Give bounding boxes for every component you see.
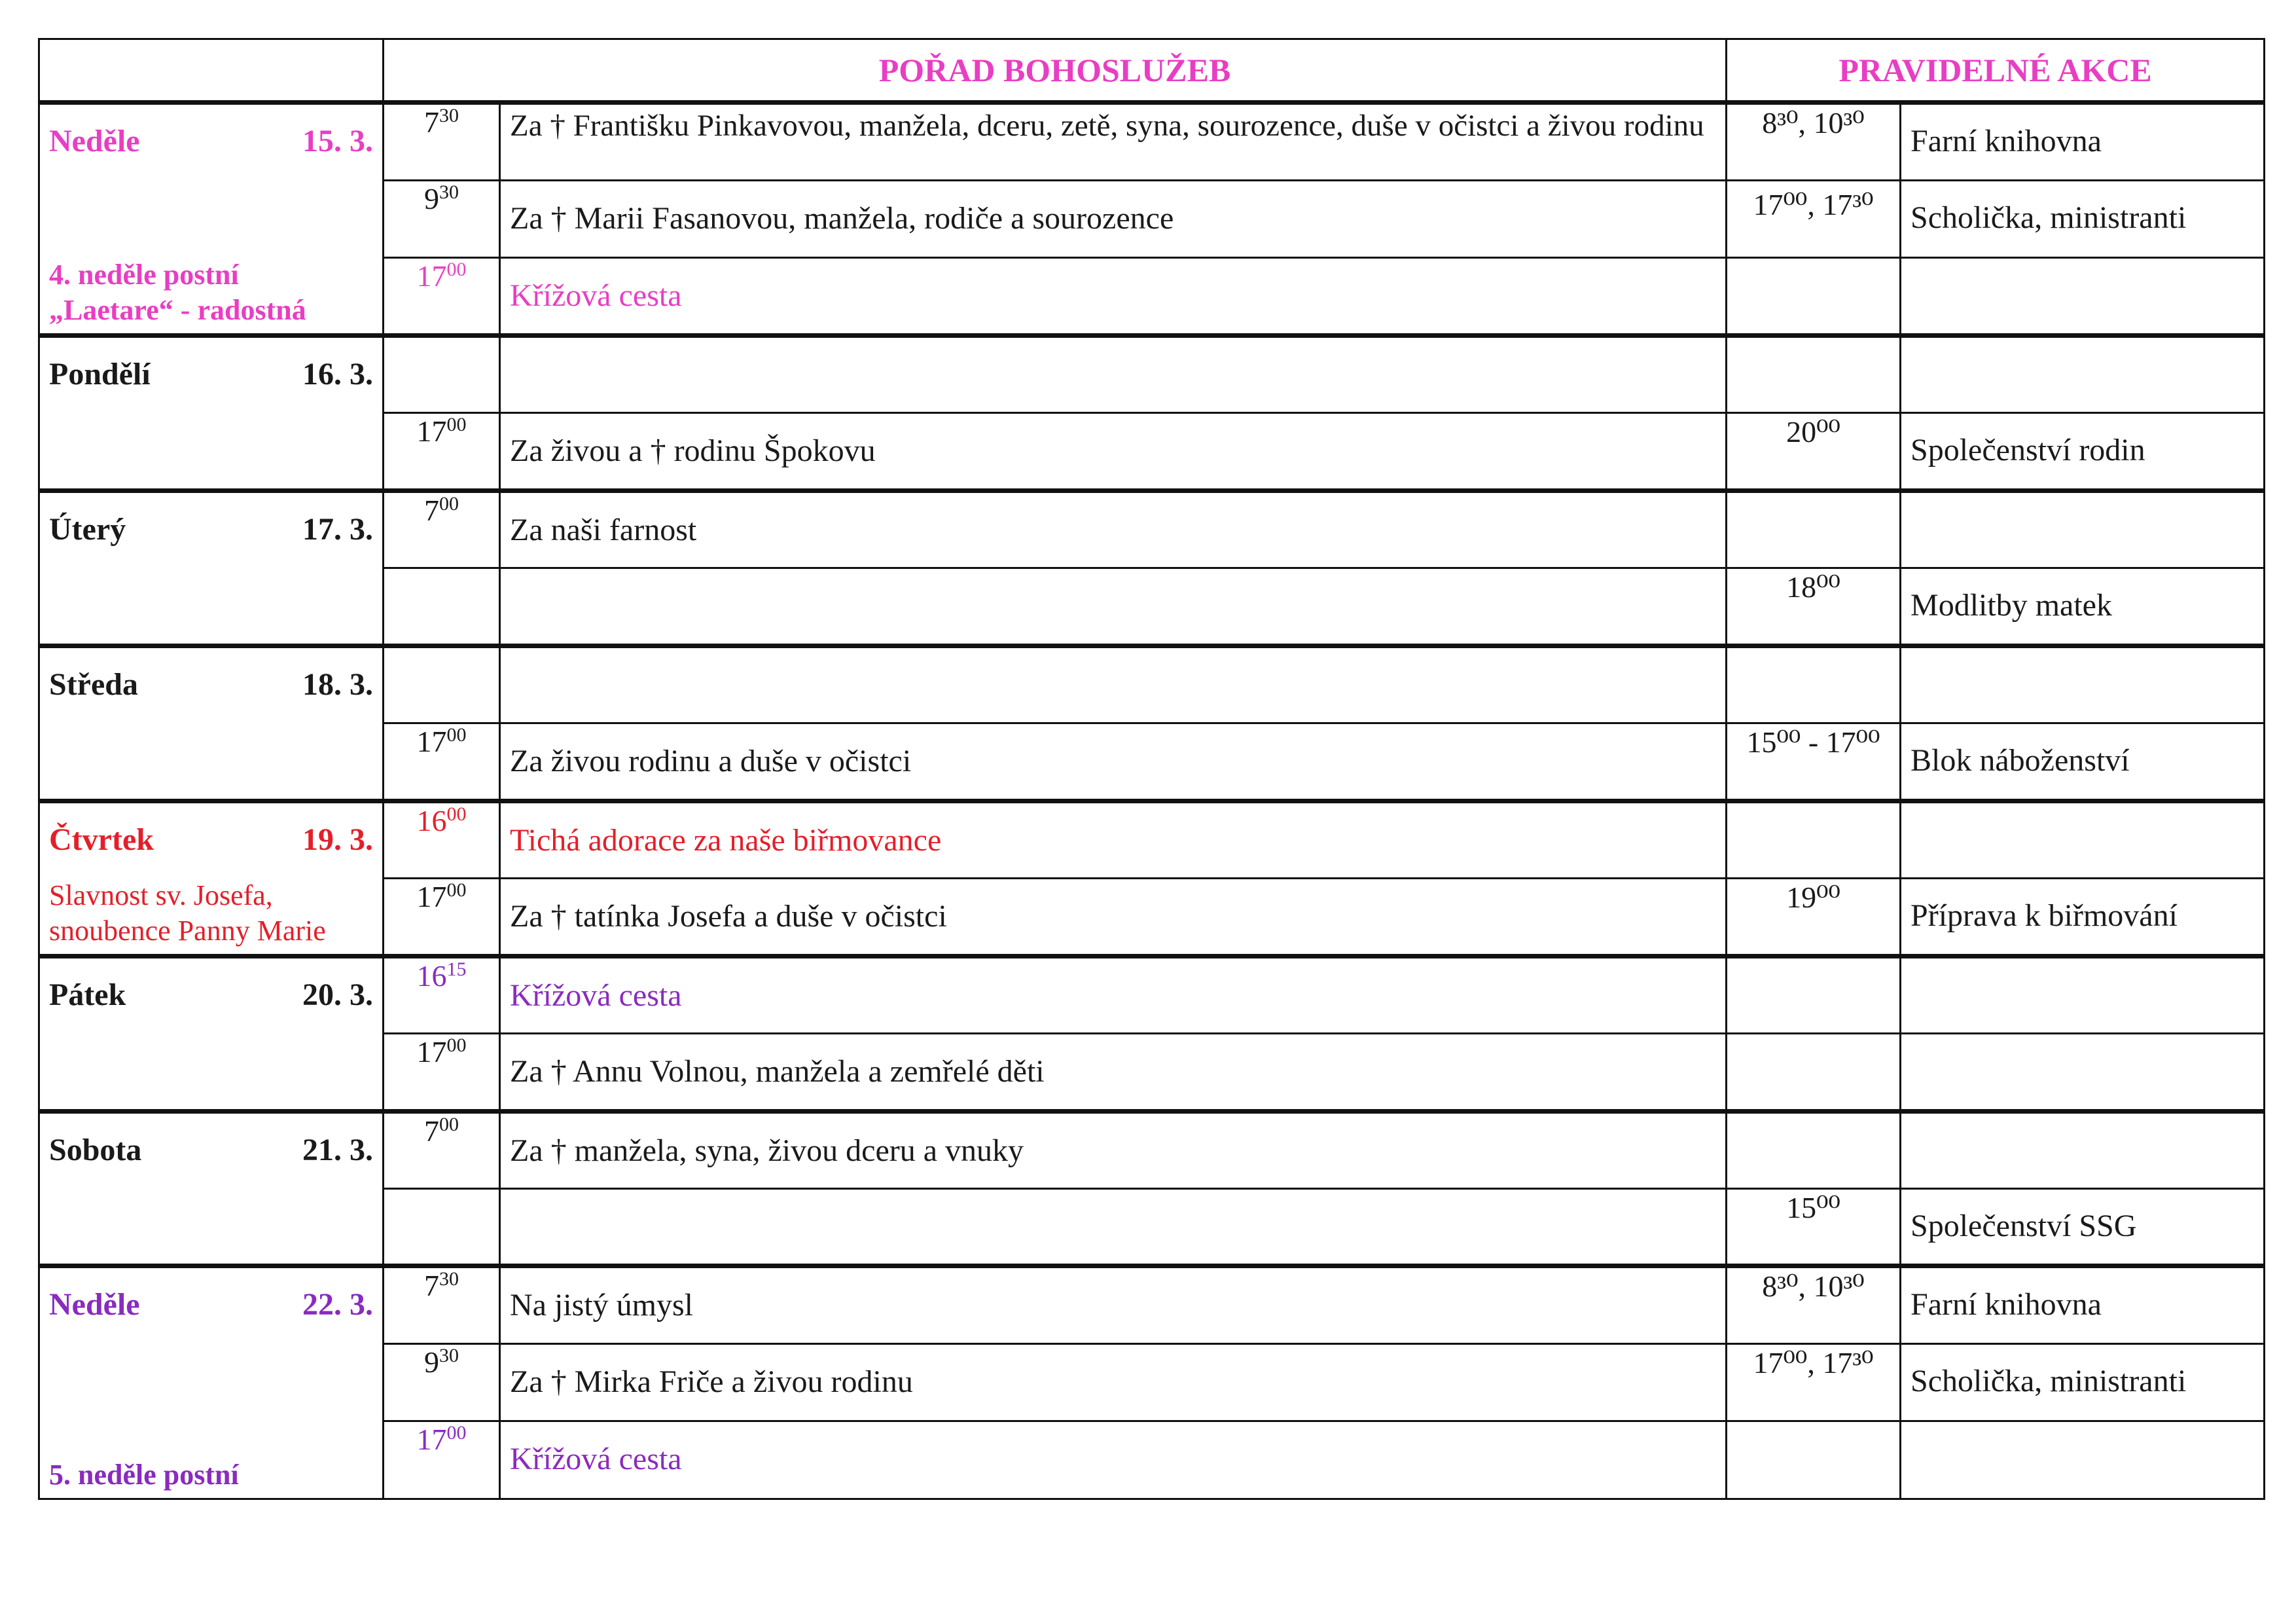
event-name (1901, 956, 2265, 1033)
schedule-table (38, 38, 2265, 1500)
day-cell (39, 103, 384, 335)
event-name: Společenství SSG (1901, 1189, 2265, 1266)
mass-intention: Tichá adorace za naše biřmovance (500, 801, 1727, 878)
day-name: Čtvrtek (49, 822, 154, 857)
event-name (1901, 1034, 2265, 1111)
day-cell (39, 490, 384, 646)
day-date: 16. 3. (302, 356, 373, 392)
mass-intention (500, 335, 1727, 412)
day-cell (39, 801, 384, 956)
mass-time: $7^{00}$ (384, 1111, 500, 1188)
event-name: Farní knihovna (1901, 103, 2265, 180)
event-time (1727, 1111, 1901, 1188)
mass-time (384, 1189, 500, 1266)
event-time (1727, 1034, 1901, 1111)
day-note: 4. neděle postní „Laetare“ - radostná (49, 258, 306, 326)
day-name: Neděle (49, 124, 140, 159)
mass-intention: Za † Marii Fasanovou, manžela, rodiče a sourozence (500, 180, 1727, 257)
day-name: Středa (49, 666, 138, 702)
event-time (1727, 1421, 1901, 1499)
mass-time: $7^{30}$ (384, 103, 500, 180)
header-row (39, 39, 2265, 103)
mass-intention: Za živou rodinu a duše v očistci (500, 723, 1727, 801)
day-date: 18. 3. (302, 666, 373, 702)
table-row (39, 1266, 2265, 1343)
event-name: Blok náboženství (1901, 723, 2265, 801)
mass-time (384, 568, 500, 646)
day-date: 19. 3. (302, 822, 373, 857)
day-name: Pondělí (49, 356, 151, 392)
event-time: 8³⁰, 10³⁰ (1727, 103, 1901, 180)
day-date: 17. 3. (302, 511, 373, 547)
event-time (1727, 335, 1901, 412)
event-time: 18⁰⁰ (1727, 568, 1901, 646)
event-time: 17⁰⁰, 17³⁰ (1727, 1343, 1901, 1421)
mass-time: $17^{00}$ (384, 1421, 500, 1499)
day-name: Úterý (49, 511, 126, 547)
table-row (39, 1111, 2265, 1188)
event-time: 19⁰⁰ (1727, 879, 1901, 956)
mass-intention: Za † Mirka Friče a živou rodinu (500, 1343, 1727, 1421)
mass-time: $17^{00}$ (384, 723, 500, 801)
table-row (39, 646, 2265, 723)
day-cell (39, 1266, 384, 1499)
mass-time (384, 335, 500, 412)
event-time (1727, 490, 1901, 568)
event-name: Scholička, ministranti (1901, 1343, 2265, 1421)
mass-intention: Křížová cesta (500, 1421, 1727, 1499)
mass-intention: Za naši farnost (500, 490, 1727, 568)
mass-time: $17^{00}$ (384, 413, 500, 490)
mass-time (384, 646, 500, 723)
table-row (39, 956, 2265, 1033)
event-name: Příprava k biřmování (1901, 879, 2265, 956)
table-row (39, 335, 2265, 412)
mass-time: $7^{00}$ (384, 490, 500, 568)
day-note: Slavnost sv. Josefa, snoubence Panny Marie (49, 879, 326, 947)
mass-time: $9^{30}$ (384, 180, 500, 257)
event-time (1727, 801, 1901, 878)
table-row (39, 490, 2265, 568)
day-cell (39, 956, 384, 1111)
table-row (39, 103, 2265, 180)
mass-time: $16^{00}$ (384, 801, 500, 878)
day-name: Neděle (49, 1287, 140, 1322)
event-name (1901, 258, 2265, 335)
mass-intention: Za † Annu Volnou, manžela a zemřelé děti (500, 1034, 1727, 1111)
event-name (1901, 1111, 2265, 1188)
mass-intention: Za † manžela, syna, živou dceru a vnuky (500, 1111, 1727, 1188)
mass-schedule-title: POŘAD BOHOSLUŽEB (384, 39, 1727, 103)
day-name: Pátek (49, 977, 126, 1012)
event-name (1901, 801, 2265, 878)
mass-intention: Křížová cesta (500, 258, 1727, 335)
day-cell (39, 335, 384, 490)
event-name (1901, 490, 2265, 568)
event-name: Farní knihovna (1901, 1266, 2265, 1343)
mass-intention: Na jistý úmysl (500, 1266, 1727, 1343)
mass-time: $9^{30}$ (384, 1343, 500, 1421)
mass-intention (500, 646, 1727, 723)
regular-events-title: PRAVIDELNÉ AKCE (1727, 39, 2265, 103)
event-name: Scholička, ministranti (1901, 180, 2265, 257)
event-time: 15⁰⁰ - 17⁰⁰ (1727, 723, 1901, 801)
mass-intention (500, 568, 1727, 646)
event-time: 15⁰⁰ (1727, 1189, 1901, 1266)
day-date: 20. 3. (302, 977, 373, 1012)
event-name (1901, 1421, 2265, 1499)
mass-time: $16^{15}$ (384, 956, 500, 1033)
mass-time: $17^{00}$ (384, 1034, 500, 1111)
event-time: 8³⁰, 10³⁰ (1727, 1266, 1901, 1343)
mass-intention: Za živou a † rodinu Špokovu (500, 413, 1727, 490)
day-note: 5. neděle postní (49, 1459, 239, 1491)
mass-time: $17^{00}$ (384, 879, 500, 956)
event-name (1901, 335, 2265, 412)
mass-intention: Za † tatínka Josefa a duše v očistci (500, 879, 1727, 956)
day-date: 21. 3. (302, 1132, 373, 1167)
event-time (1727, 646, 1901, 723)
day-date: 22. 3. (302, 1287, 373, 1322)
table-row (39, 801, 2265, 878)
mass-intention: Křížová cesta (500, 956, 1727, 1033)
event-name: Modlitby matek (1901, 568, 2265, 646)
day-cell (39, 646, 384, 801)
event-time (1727, 956, 1901, 1033)
mass-intention (500, 1189, 1727, 1266)
mass-intention: Za † Františku Pinkavovou, manžela, dceru, zetě, syna, sourozence, duše v očistci a živou rodinu (500, 103, 1727, 180)
day-name: Sobota (49, 1132, 142, 1167)
event-name (1901, 646, 2265, 723)
day-cell (39, 1111, 384, 1266)
event-time: 17⁰⁰, 17³⁰ (1727, 180, 1901, 257)
day-date: 15. 3. (302, 124, 373, 159)
event-time (1727, 258, 1901, 335)
event-time: 20⁰⁰ (1727, 413, 1901, 490)
header-empty-cell (39, 39, 384, 103)
mass-time: $7^{30}$ (384, 1266, 500, 1343)
event-name: Společenství rodin (1901, 413, 2265, 490)
mass-time: $17^{00}$ (384, 258, 500, 335)
